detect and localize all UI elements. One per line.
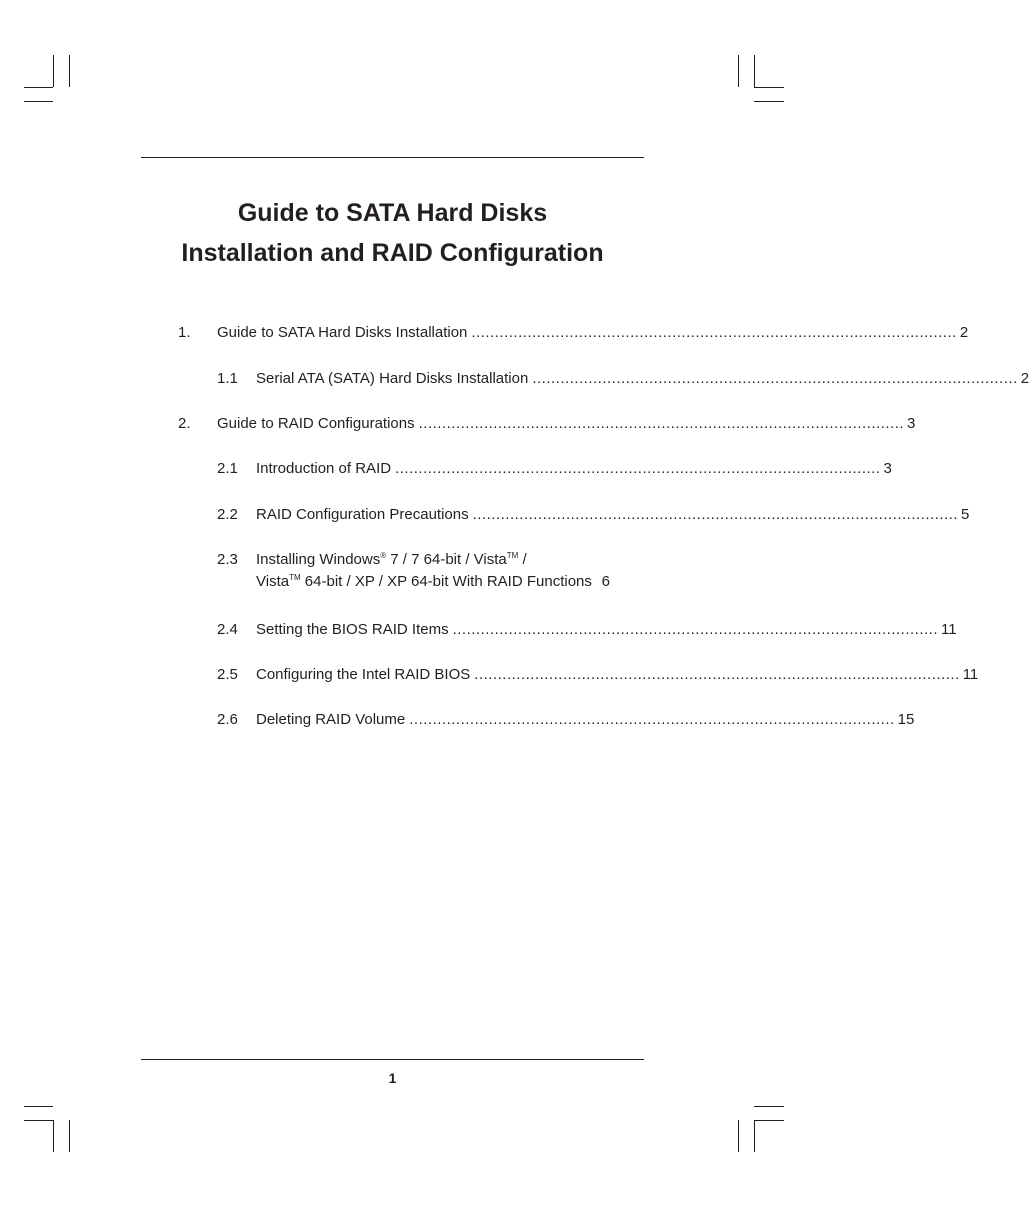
toc-leader: ........................................................................................................ xyxy=(472,506,959,523)
toc-leader: ........................................................................................................ xyxy=(409,711,895,728)
toc-leader: ........................................................................................................ xyxy=(395,460,881,477)
toc-page: 2 xyxy=(959,324,969,341)
toc-leader: ........................................................................................................ xyxy=(532,370,1018,387)
trademark-mark: TM xyxy=(506,551,519,560)
toc-leader: ........................................................................................................ xyxy=(452,621,938,638)
toc-label: Deleting RAID Volume xyxy=(256,711,406,728)
toc-page: 5 xyxy=(961,506,970,523)
toc-number: 2.1 xyxy=(217,460,238,477)
title-line-2: Installation and RAID Configuration xyxy=(181,239,604,267)
crop-mark xyxy=(53,55,54,87)
toc-page: 11 xyxy=(941,621,957,638)
toc-label: Serial ATA (SATA) Hard Disks Installation xyxy=(256,370,529,387)
toc-entry-2-5[interactable] xyxy=(178,665,979,685)
toc-number: 2.3 xyxy=(217,551,238,568)
title-line-1: Guide to SATA Hard Disks xyxy=(237,199,548,227)
trademark-mark: TM xyxy=(289,573,301,582)
crop-mark xyxy=(53,1120,54,1152)
crop-mark xyxy=(24,101,53,102)
toc-page: 15 xyxy=(897,711,915,728)
toc-page: 3 xyxy=(883,460,892,477)
header-rule xyxy=(141,157,644,158)
toc-number: 1. xyxy=(178,324,191,341)
toc-page: 11 xyxy=(962,666,979,683)
toc-entry-2-2[interactable] xyxy=(178,505,970,525)
toc-entry-2-6[interactable] xyxy=(178,710,915,730)
crop-mark xyxy=(754,1106,784,1107)
crop-mark xyxy=(754,87,784,88)
toc-number: 2.4 xyxy=(217,621,238,638)
toc-number: 2.2 xyxy=(217,506,238,523)
crop-mark xyxy=(69,1120,70,1152)
page-title xyxy=(141,193,644,273)
toc-leader: ........................................................................................................ xyxy=(474,666,960,683)
crop-mark xyxy=(754,101,784,102)
crop-mark xyxy=(754,55,755,87)
toc-entry-2[interactable] xyxy=(178,414,916,434)
toc-page: 3 xyxy=(907,415,916,432)
registered-mark: ® xyxy=(380,551,387,560)
toc-label-text: / xyxy=(518,551,527,568)
crop-mark xyxy=(754,1120,755,1152)
toc-leader: ........................................................................................................ xyxy=(471,324,957,341)
crop-mark xyxy=(738,55,739,87)
toc-label: Guide to SATA Hard Disks Installation xyxy=(217,324,468,341)
toc-label: Introduction of RAID xyxy=(256,460,392,477)
toc-label-text: Vista xyxy=(256,573,290,590)
toc-number: 2.5 xyxy=(217,666,238,683)
toc-entry-1-1[interactable] xyxy=(178,369,1029,389)
toc-page: 6 xyxy=(601,573,610,590)
toc-label: Guide to RAID Configurations xyxy=(217,415,415,432)
toc-label-text: 7 / 7 64-bit / Vista xyxy=(386,551,507,568)
toc-number: 2.6 xyxy=(217,711,238,728)
toc-entry-2-3[interactable] xyxy=(178,550,610,594)
page-number: 1 xyxy=(388,1070,397,1086)
crop-mark xyxy=(24,87,53,88)
toc-page: 2 xyxy=(1020,370,1029,387)
toc-number: 1.1 xyxy=(217,370,238,387)
footer-rule xyxy=(141,1059,644,1060)
toc-label-text: 64-bit / XP / XP 64-bit With RAID Functions xyxy=(300,573,592,590)
toc-number: 2. xyxy=(178,415,191,432)
toc-entry-2-4[interactable] xyxy=(178,620,957,640)
crop-mark xyxy=(69,55,70,87)
crop-mark xyxy=(24,1106,53,1107)
toc-label-line-1 xyxy=(256,550,527,570)
toc-leader: ........................................................................................................ xyxy=(418,415,905,432)
toc-label-line-2 xyxy=(256,572,610,592)
toc-entry-2-1[interactable] xyxy=(178,459,892,479)
toc-entry-1[interactable] xyxy=(178,323,969,343)
toc-label: Configuring the Intel RAID BIOS xyxy=(256,666,471,683)
toc-label: Setting the BIOS RAID Items xyxy=(256,621,449,638)
crop-mark xyxy=(754,1120,784,1121)
toc-label: RAID Configuration Precautions xyxy=(256,506,469,523)
crop-mark xyxy=(24,1120,53,1121)
toc-label-text: Installing Windows xyxy=(256,551,381,568)
crop-mark xyxy=(738,1120,739,1152)
